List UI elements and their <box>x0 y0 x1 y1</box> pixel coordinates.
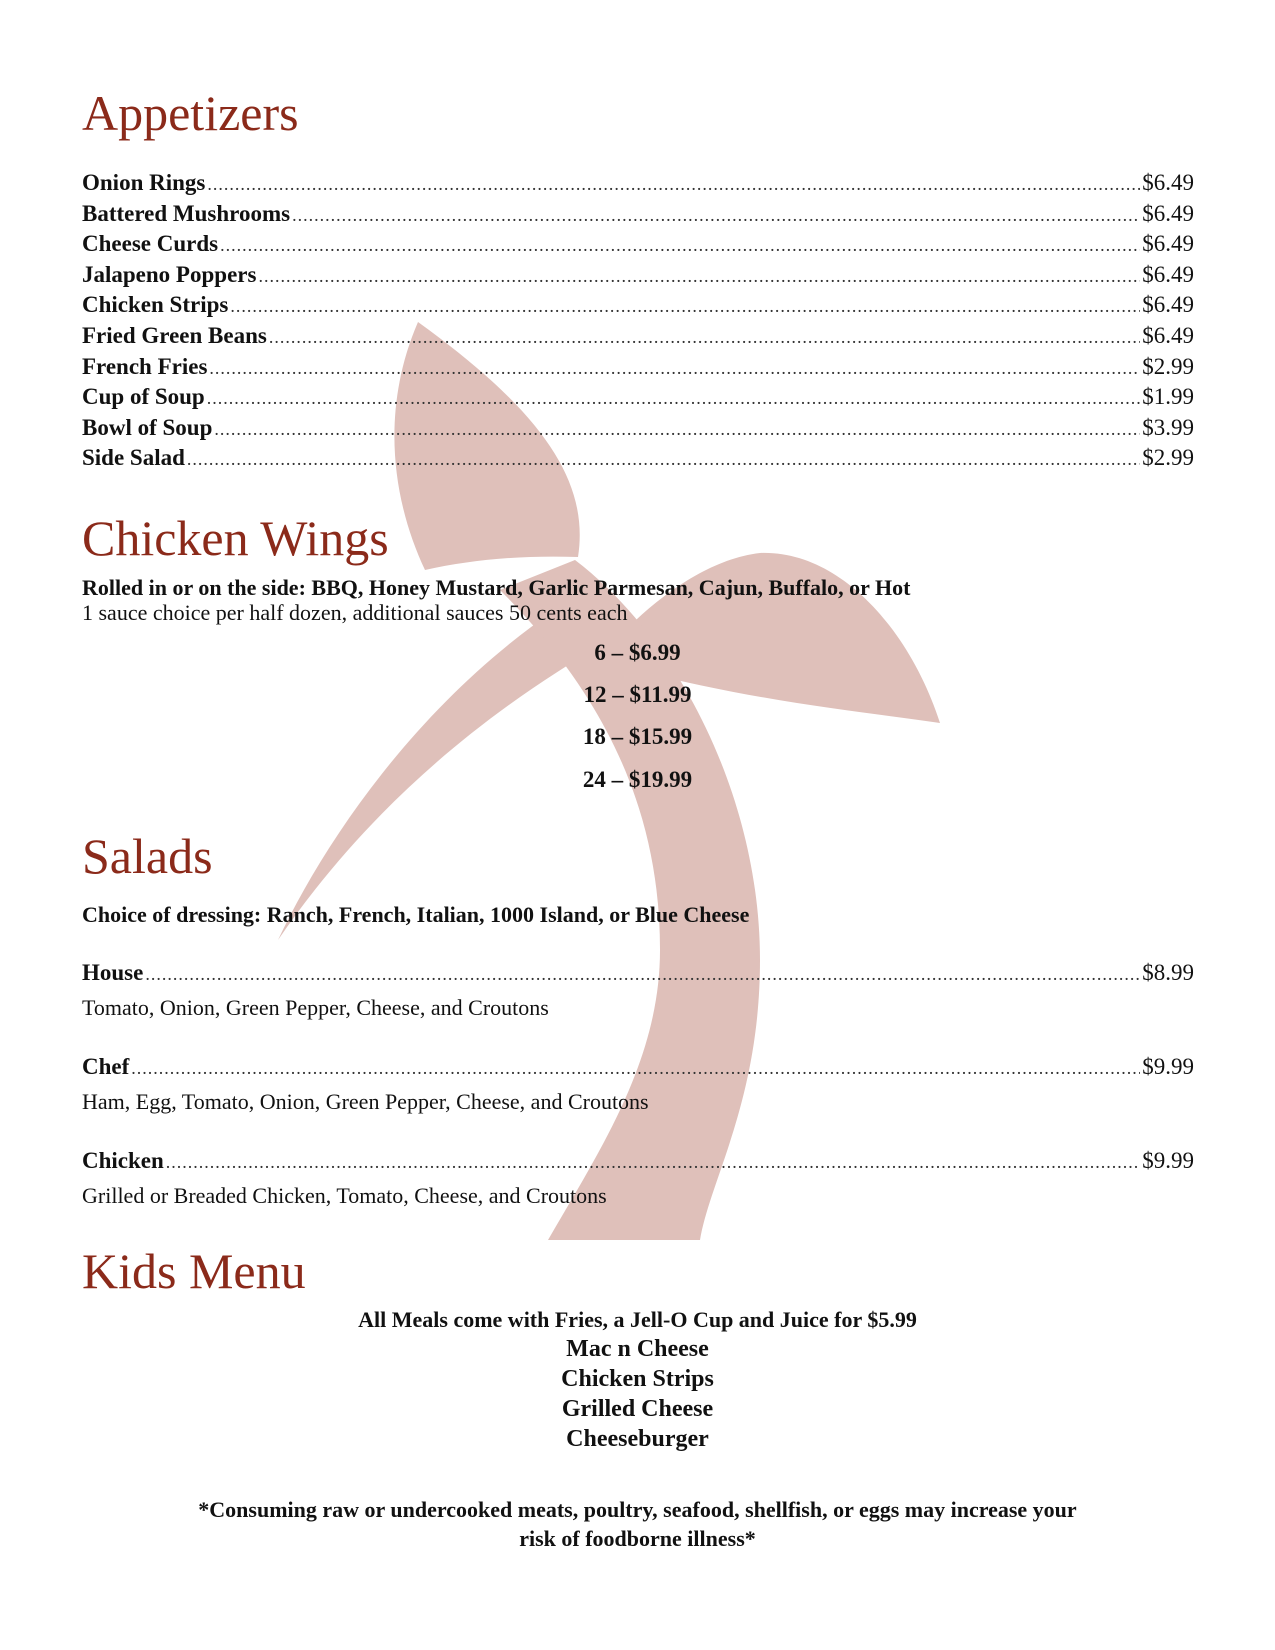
dot-leader <box>166 1152 1140 1173</box>
item-description: Ham, Egg, Tomato, Onion, Green Pepper, Cheese, and Croutons <box>82 1089 649 1114</box>
dot-leader <box>214 419 1140 440</box>
kids-menu-heading: Kids Menu <box>82 1243 306 1299</box>
item-price: $6.49 <box>1142 292 1194 318</box>
dot-leader <box>220 235 1140 256</box>
dot-leader <box>209 358 1140 379</box>
wing-price: 24 – $19.99 <box>582 767 693 792</box>
item-price: $6.49 <box>1142 170 1194 195</box>
item-price: $9.99 <box>1142 1148 1194 1173</box>
item-price: $6.49 <box>1142 261 1194 287</box>
menu-item-house-salad <box>82 960 1194 986</box>
food-safety-warning-line-1: *Consuming raw or undercooked meats, poultry, seafood, shellfish, or eggs may increase your <box>198 1497 1077 1522</box>
menu-item-appetizer <box>82 445 1194 471</box>
wing-sauce-note: 1 sauce choice per half dozen, additional sauces 50 cents each <box>82 600 628 625</box>
item-price: $6.49 <box>1142 231 1194 257</box>
appetizers-heading: Appetizers <box>82 85 299 141</box>
menu-item-chef-salad <box>82 1054 1194 1080</box>
item-name: Battered Mushrooms <box>82 200 291 226</box>
item-price: $3.99 <box>1142 414 1194 440</box>
item-price: $8.99 <box>1142 960 1194 985</box>
item-price: $2.99 <box>1142 353 1194 379</box>
menu-item-appetizer <box>82 292 1194 318</box>
dot-leader <box>187 449 1140 470</box>
item-price: $6.49 <box>1142 323 1194 348</box>
wing-price: 6 – $6.99 <box>594 640 681 665</box>
item-name: Onion Rings <box>82 170 206 195</box>
wing-sauce-options: Rolled in or on the side: BBQ, Honey Mustard, Garlic Parmesan, Cajun, Buffalo, or Hot <box>82 575 911 600</box>
kids-meal-intro: All Meals come with Fries, a Jell-O Cup and Juice for $5.99 <box>358 1307 917 1332</box>
menu-item-appetizer <box>82 354 1194 380</box>
dot-leader <box>230 296 1140 317</box>
dot-leader <box>269 327 1140 348</box>
item-price: $6.49 <box>1142 200 1194 226</box>
item-name: Cheese Curds <box>82 231 219 257</box>
item-price: $1.99 <box>1142 384 1194 410</box>
menu-item-appetizer <box>82 262 1194 288</box>
menu-item-appetizer <box>82 231 1194 257</box>
menu-item-chicken-salad <box>82 1148 1194 1174</box>
dot-leader <box>145 964 1140 985</box>
item-name: House <box>82 960 144 985</box>
item-name: Side Salad <box>82 445 185 471</box>
dot-leader <box>207 174 1140 195</box>
item-name: Chicken Strips <box>82 292 229 318</box>
item-description: Tomato, Onion, Green Pepper, Cheese, and Croutons <box>82 995 549 1020</box>
kids-item: Cheeseburger <box>566 1426 709 1452</box>
item-name: Cup of Soup <box>82 384 205 410</box>
wing-price: 12 – $11.99 <box>583 682 692 707</box>
dot-leader <box>292 205 1140 226</box>
item-price: $9.99 <box>1142 1054 1194 1079</box>
salad-dressing-options: Choice of dressing: Ranch, French, Italian, 1000 Island, or Blue Cheese <box>82 902 750 927</box>
item-name: Chicken <box>82 1148 164 1173</box>
kids-item: Grilled Cheese <box>561 1396 714 1422</box>
wing-price: 18 – $15.99 <box>582 724 693 749</box>
menu-item-appetizer <box>82 415 1194 441</box>
item-name: French Fries <box>82 353 208 379</box>
salads-heading: Salads <box>82 828 213 884</box>
item-name: Fried Green Beans <box>82 323 267 348</box>
dot-leader <box>131 1058 1140 1079</box>
item-name: Chef <box>82 1054 130 1079</box>
menu-item-appetizer <box>82 201 1194 227</box>
kids-item: Mac n Cheese <box>566 1336 709 1362</box>
menu-item-appetizer <box>82 170 1194 196</box>
chicken-wings-heading: Chicken Wings <box>82 510 389 566</box>
item-price: $2.99 <box>1142 445 1194 471</box>
dot-leader <box>207 388 1141 409</box>
item-name: Bowl of Soup <box>82 414 213 440</box>
food-safety-warning-line-2: risk of foodborne illness* <box>519 1526 756 1551</box>
dot-leader <box>258 266 1140 287</box>
item-name: Jalapeno Poppers <box>82 261 257 287</box>
menu-item-appetizer <box>82 323 1194 349</box>
item-description: Grilled or Breaded Chicken, Tomato, Cheese, and Croutons <box>82 1183 607 1208</box>
kids-item: Chicken Strips <box>561 1366 714 1392</box>
menu-item-appetizer <box>82 384 1194 410</box>
